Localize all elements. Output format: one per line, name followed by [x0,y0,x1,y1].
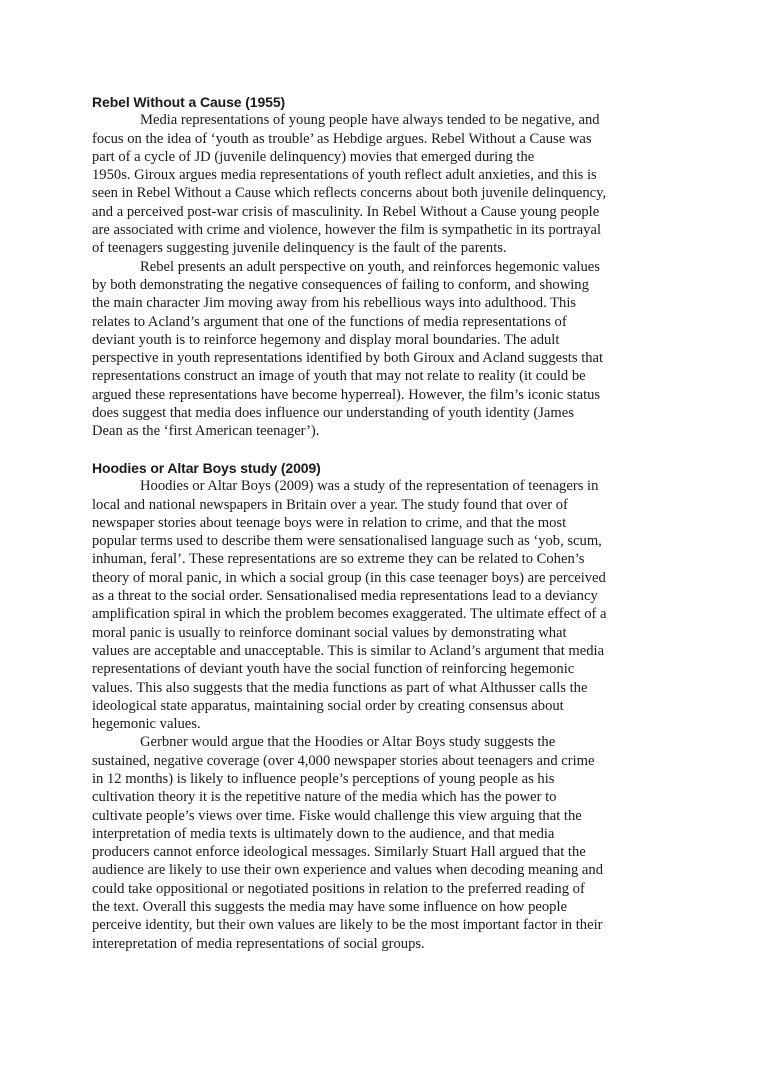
text-line: representations construct an image of youth that may not relate to reality (it could be [92,368,586,385]
paragraph [92,477,677,733]
text-line: in 12 months) is likely to influence people’s perceptions of young people as his [92,770,555,787]
text-line: Gerbner would argue that the Hoodies or Altar Boys study suggests the [140,734,556,751]
text-line: Hoodies or Altar Boys (2009) was a study of the representation of teenagers in [140,478,599,495]
text-line: values are acceptable and unacceptable. This is similar to Acland’s argument that media [92,642,605,659]
section-spacer [92,441,677,459]
text-line: amplification spiral in which the problem becomes exaggerated. The ultimate effect of a [92,606,607,623]
text-line: 1950s. Giroux argues media representations of youth reflect adult anxieties, and this is [92,167,597,184]
text-line: representations of deviant youth have the social function of reinforcing hegemonic [92,661,575,678]
text-line: Rebel presents an adult perspective on youth, and reinforces hegemonic values [140,258,600,275]
paragraph [92,111,677,257]
text-line: hegemonic values. [92,716,201,733]
text-line: deviant youth is to reinforce hegemony and display moral boundaries. The adult [92,331,560,348]
text-line: focus on the idea of ‘youth as trouble’ as Hebdige argues. Rebel Without a Cause was [92,130,592,147]
text-line: audience are likely to use their own experience and values when decoding meaning and [92,862,603,879]
document-page [92,93,677,953]
text-line: interepretation of media representations of social groups. [92,935,425,952]
text-line: seen in Rebel Without a Cause which reflects concerns about both juvenile delinquency, [92,185,607,202]
text-line: inhuman, feral’. These representations are so extreme they can be related to Cohen’s [92,551,585,568]
text-line: values. This also suggests that the media functions as part of what Althusser calls the [92,679,588,696]
text-line: newspaper stories about teenage boys were in relation to crime, and that the most [92,514,567,531]
text-line: sustained, negative coverage (over 4,000 newspaper stories about teenagers and crime [92,752,595,769]
section-heading: Rebel Without a Cause (1955) [92,94,286,110]
text-line: perceive identity, but their own values are likely to be the most important factor in their [92,917,603,934]
text-line: part of a cycle of JD (juvenile delinquency) movies that emerged during the [92,148,535,165]
text-line: interpretation of media texts is ultimately down to the audience, and that media [92,825,555,842]
text-line: argued these representations have become hyperreal). However, the film’s iconic status [92,386,601,403]
text-line: perspective in youth representations identified by both Giroux and Acland suggests that [92,350,604,367]
section-heading: Hoodies or Altar Boys study (2009) [92,459,321,476]
text-line: theory of moral panic, in which a social group (in this case teenager boys) are perceived [92,569,606,586]
text-line: of teenagers suggesting juvenile delinquency is the fault of the parents. [92,240,507,257]
text-line: as a threat to the social order. Sensationalised media representations lead to a deviancy [92,588,598,605]
text-line: could take oppositional or negotiated positions in relation to the preferred reading of [92,880,585,897]
section-hoodies-or-altar-boys [92,459,677,953]
text-line: producers cannot enforce ideological messages. Similarly Stuart Hall argued that the [92,844,586,861]
text-line: moral panic is usually to reinforce dominant social values by demonstrating what [92,624,567,641]
text-line: are associated with crime and violence, however the film is sympathetic in its portrayal [92,222,601,239]
text-line: the text. Overall this suggests the media may have some influence on how people [92,899,567,916]
section-rebel-without-a-cause [92,93,677,441]
paragraph [92,258,677,441]
text-line: by both demonstrating the negative consequences of failing to conform, and showing [92,276,589,293]
text-line: relates to Acland’s argument that one of the functions of media representations of [92,313,567,330]
text-line: does suggest that media does influence our understanding of youth identity (James [92,405,574,422]
text-line: ideological state apparatus, maintaining social order by creating consensus about [92,697,564,714]
text-line: cultivation theory it is the repetitive nature of the media which has the power to [92,789,557,806]
text-line: Media representations of young people have always tended to be negative, and [140,112,600,129]
text-line: and a perceived post-war crisis of masculinity. In Rebel Without a Cause young people [92,203,600,220]
text-line: popular terms used to describe them were sensationalised language such as ‘yob, scum, [92,533,602,550]
text-line: the main character Jim moving away from his rebellious ways into adulthood. This [92,295,577,312]
text-line: local and national newspapers in Britain over a year. The study found that over of [92,496,568,513]
text-line: Dean as the ‘first American teenager’). [92,423,320,440]
paragraph [92,733,677,953]
text-line: cultivate people’s views over time. Fiske would challenge this view arguing that the [92,807,582,824]
